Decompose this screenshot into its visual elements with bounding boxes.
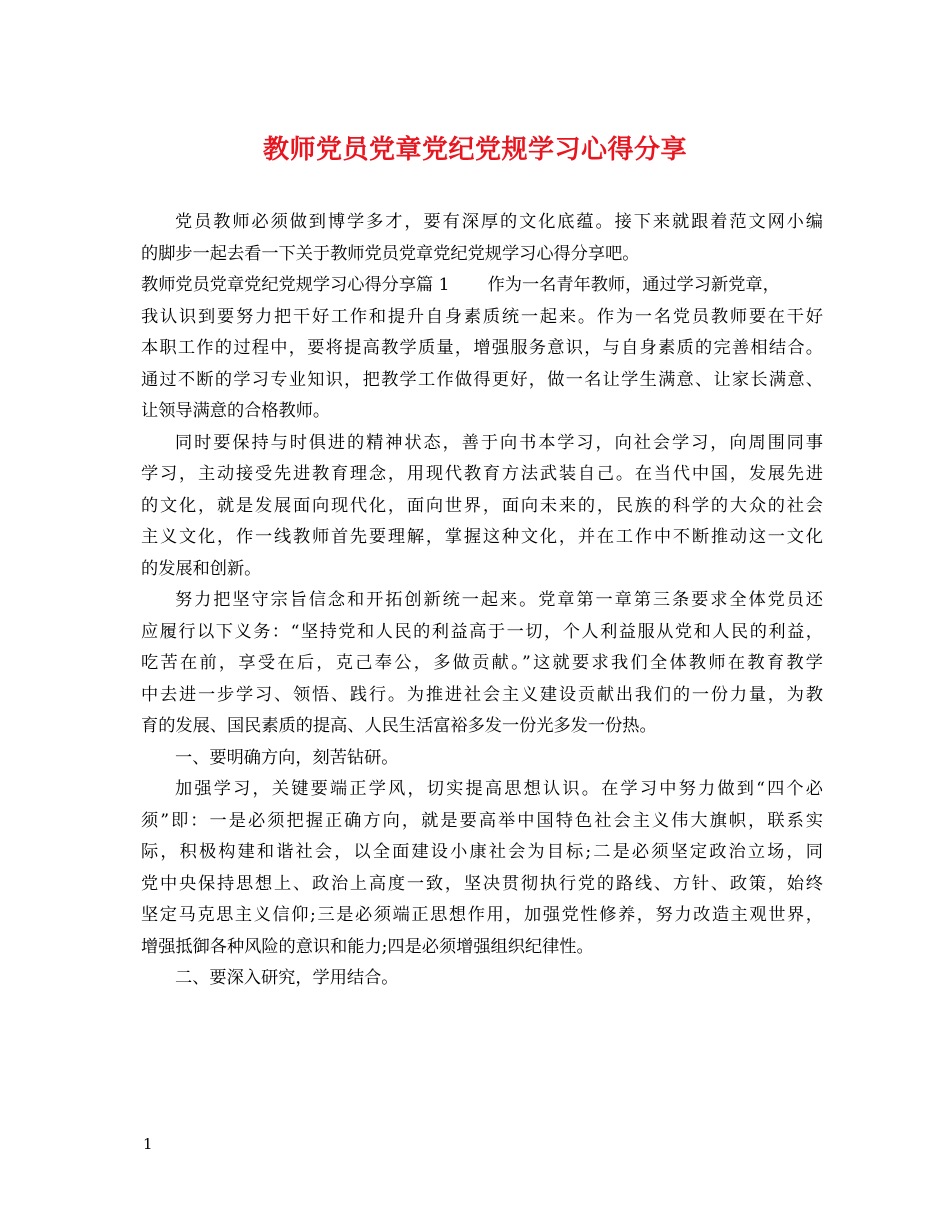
text-line: 主义文化，作一线教师首先要理解，掌握这种文化，并在工作中不断推动这一文化: [141, 527, 823, 547]
text-line: 吃苦在前，享受在后，克己奉公，多做贡献。”这就要求我们全体教师在教育教学: [141, 653, 823, 673]
text-line: 同时要保持与时俱进的精神状态，善于向书本学习，向社会学习，向周围同事: [175, 432, 823, 453]
text-line: 党员教师必须做到博学多才，要有深厚的文化底蕴。接下来就跟着范文网小编: [175, 212, 823, 232]
text-line: 际，积极构建和谐社会，以全面建设小康社会为目标;二是必须坚定政治立场，同: [141, 842, 823, 862]
text-line: 的脚步一起去看一下关于教师党员党章党纪党规学习心得分享吧。: [141, 243, 640, 264]
text-line: 的发展和创新。: [141, 558, 262, 579]
text-line: 坚定马克思主义信仰;三是必须端正思想作用，加强党性修养，努力改造主观世界，: [141, 905, 823, 925]
text-line: 的文化，就是发展面向现代化，面向世界，面向未来的，民族的科学的大众的社会: [141, 495, 823, 516]
page-number: 1: [143, 1135, 153, 1153]
text-fragment: 作为一名青年教师，通过学习新党章，: [487, 275, 780, 295]
text-line: 学习，主动接受先进教育理念，用现代教育方法武装自己。在当代中国，发展先进: [141, 464, 823, 484]
text-line: 育的发展、国民素质的提高、人民生活富裕多发一份光多发一份热。: [141, 716, 657, 736]
list-heading: 一、要明确方向，刻苦钻研。: [175, 747, 399, 768]
text-line: 让领导满意的合格教师。: [141, 401, 331, 421]
text-line: 加强学习，关键要端正学风，切实提高思想认识。在学习中努力做到“四个必: [175, 779, 823, 799]
text-line: 我认识到要努力把干好工作和提升自身素质统一起来。作为一名党员教师要在干好: [141, 306, 823, 327]
document-body: [141, 207, 823, 995]
text-line: 须”即：一是必须把握正确方向，就是要高举中国特色社会主义伟大旗帜，联系实: [141, 810, 823, 831]
text-line: 通过不断的学习专业知识，把教学工作做得更好，做一名让学生满意、让家长满意、: [141, 369, 823, 390]
text-line: 中去进一步学习、领悟、践行。为推进社会主义建设贡献出我们的一份力量，为教: [141, 684, 823, 705]
text-line: 党中央保持思想上、政治上高度一致，坚决贯彻执行党的路线、方针、政策，始终: [141, 873, 823, 894]
list-heading: 二、要深入研究，学用结合。: [175, 968, 399, 988]
text-line: 应履行以下义务：“坚持党和人民的利益高于一切，个人利益服从党和人民的利益，: [141, 621, 823, 642]
text-line: 本职工作的过程中，要将提高教学质量，增强服务意识，与自身素质的完善相结合。: [141, 338, 823, 358]
text-line: 努力把坚守宗旨信念和开拓创新统一起来。党章第一章第三条要求全体党员还: [175, 590, 823, 610]
text-line-with-heading: [141, 270, 823, 302]
document-title: 教师党员党章党纪党规学习心得分享: [262, 135, 687, 165]
text-line: 增强抵御各种风险的意识和能力;四是必须增强组织纪律性。: [141, 936, 594, 957]
section-heading: 教师党员党章党纪党规学习心得分享篇 1: [141, 275, 450, 295]
